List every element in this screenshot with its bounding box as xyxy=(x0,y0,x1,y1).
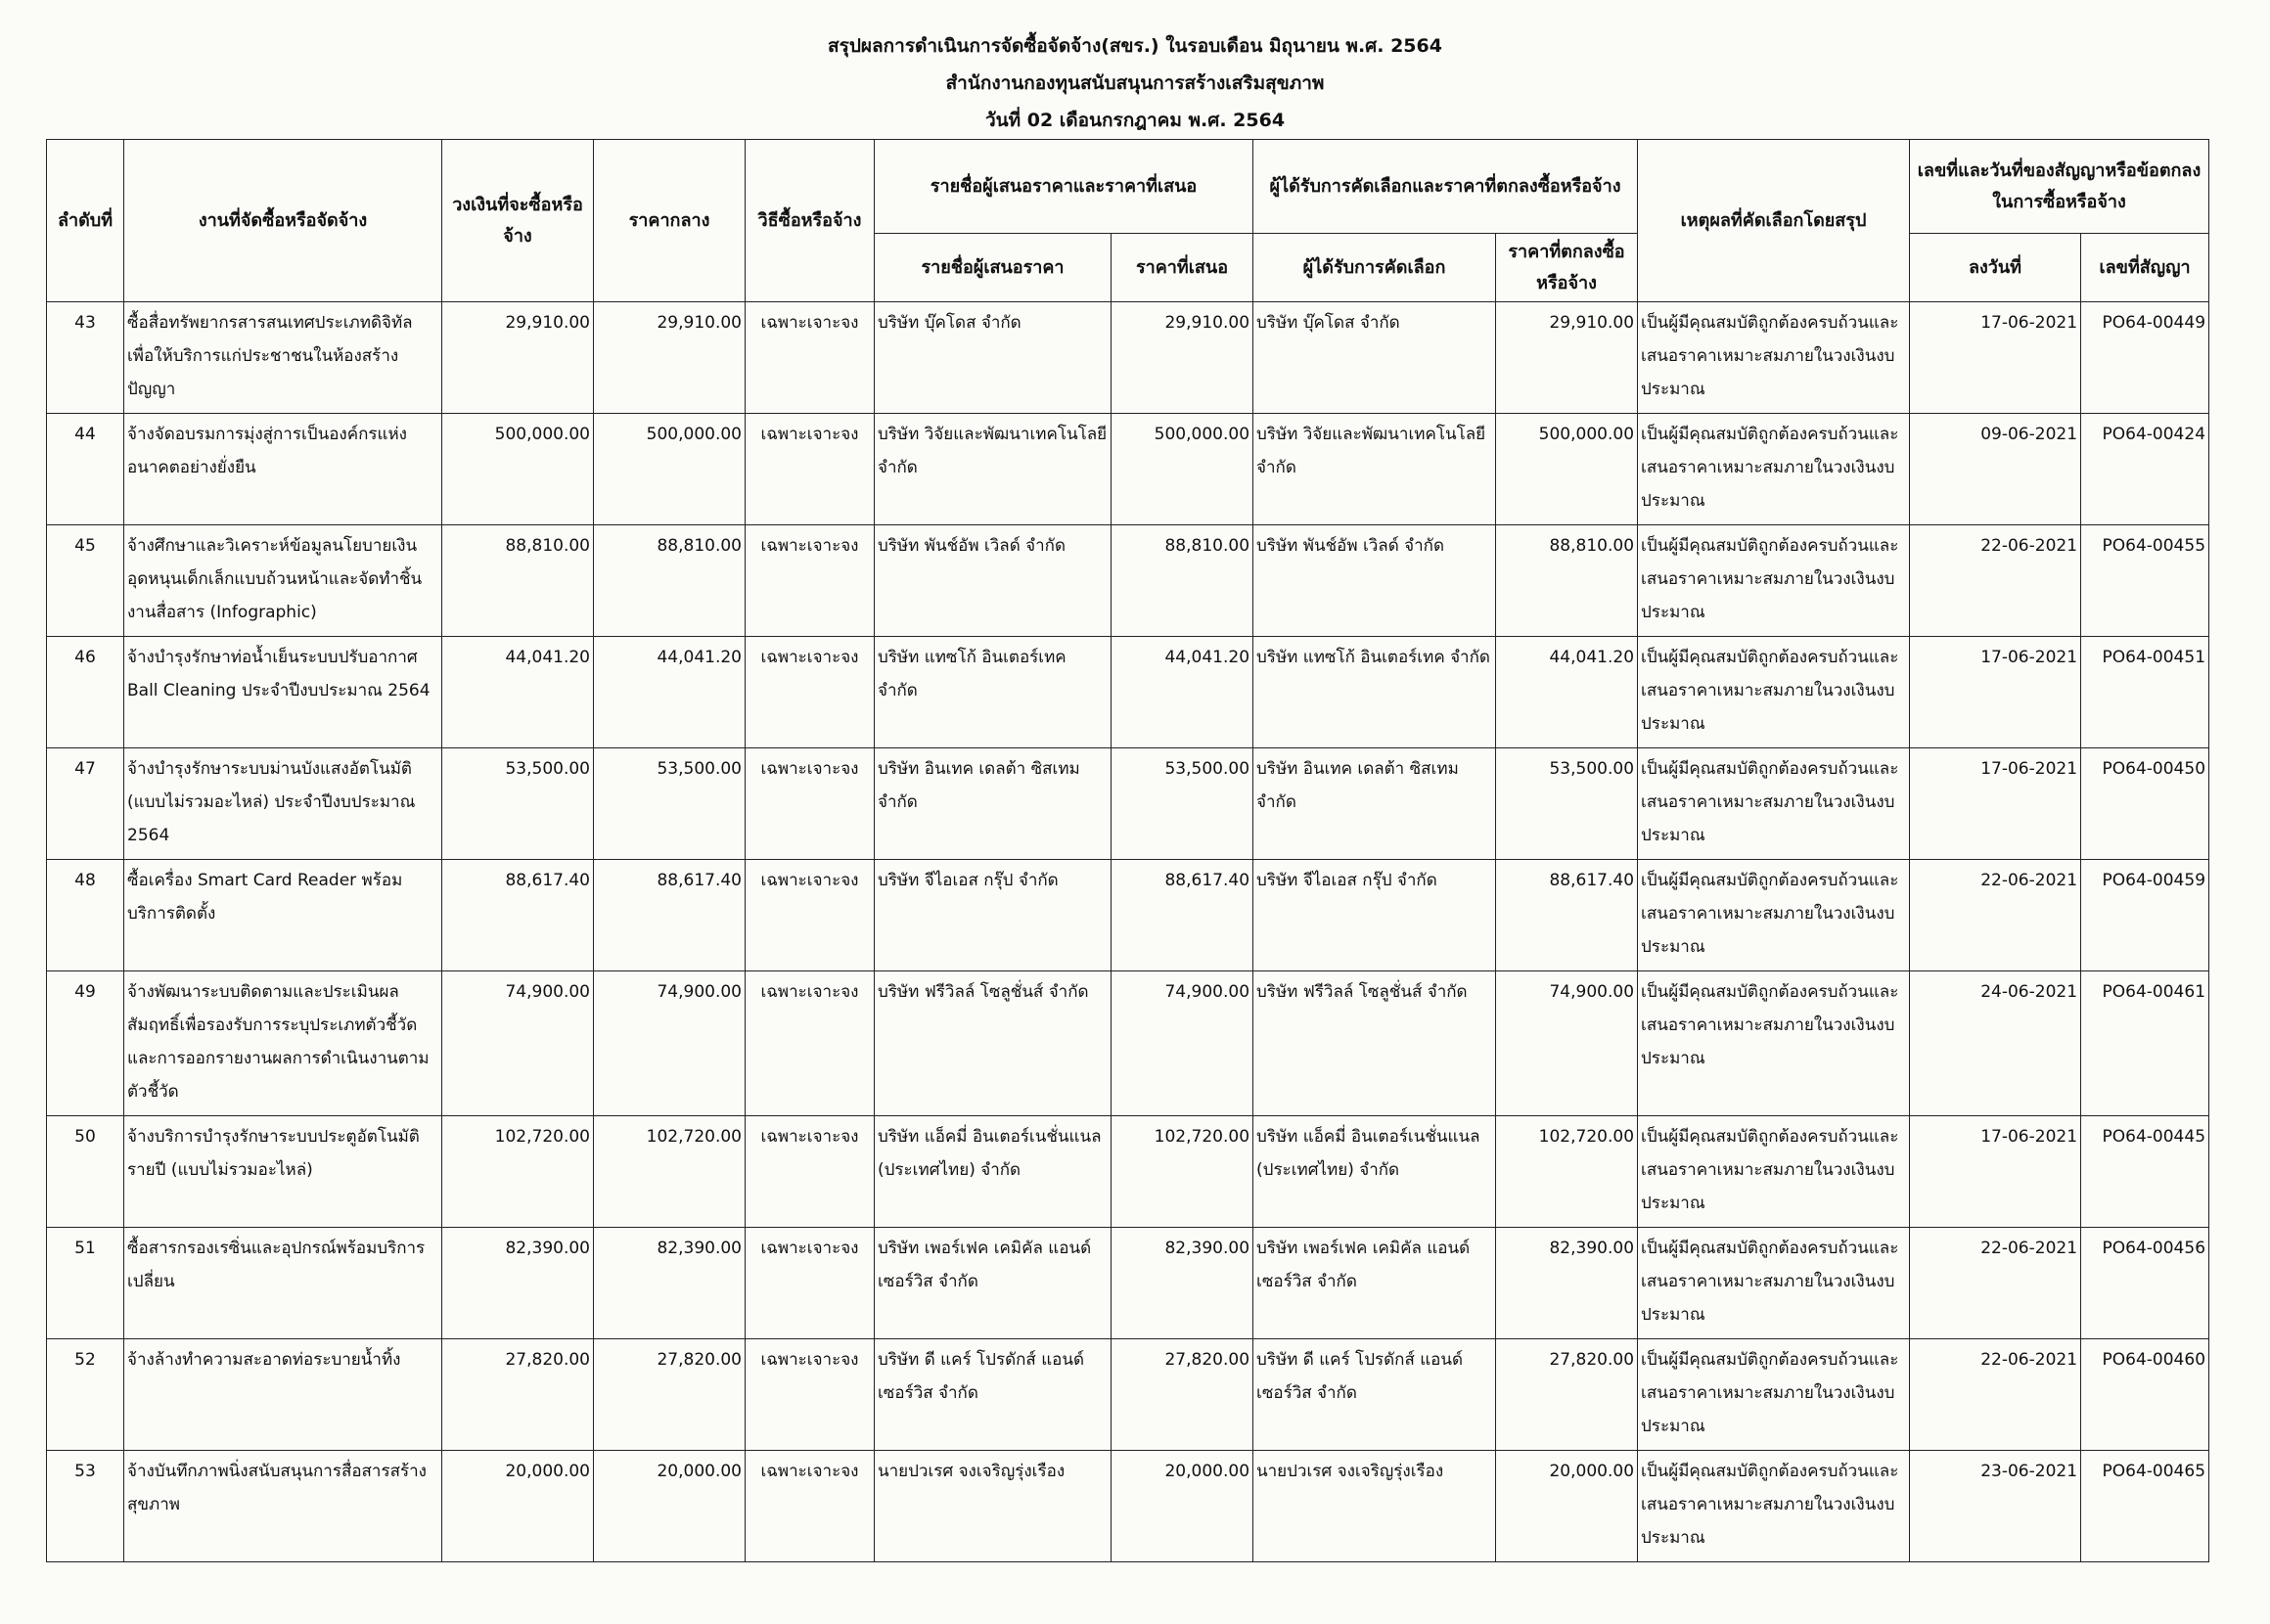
budget-amount: 500,000.00 xyxy=(442,414,594,525)
median-price: 88,810.00 xyxy=(594,525,746,637)
selected-vendor: บริษัท วิจัยและพัฒนาเทคโนโลยี จำกัด xyxy=(1253,414,1496,525)
procurement-method: เฉพาะเจาะจง xyxy=(746,1451,875,1562)
contract-number: PO64-00450 xyxy=(2081,748,2209,860)
median-price: 29,910.00 xyxy=(594,302,746,414)
bid-price: 53,500.00 xyxy=(1112,748,1253,860)
selection-reason: เป็นผู้มีคุณสมบัติถูกต้องครบถ้วนและเสนอราคาเหมาะสมภายในวงเงินงบประมาณ xyxy=(1638,302,1910,414)
bidder-name: บริษัท เพอร์เฟค เคมิคัล แอนด์ เซอร์วิส จำกัด xyxy=(875,1228,1112,1339)
col-header-item: งานที่จัดซื้อหรือจัดจ้าง xyxy=(124,140,442,302)
col-header-median: ราคากลาง xyxy=(594,140,746,302)
col-header-reason: เหตุผลที่คัดเลือกโดยสรุป xyxy=(1638,140,1910,302)
selection-reason: เป็นผู้มีคุณสมบัติถูกต้องครบถ้วนและเสนอราคาเหมาะสมภายในวงเงินงบประมาณ xyxy=(1638,1339,1910,1451)
selected-vendor: บริษัท อินเทค เดลต้า ซิสเทม จำกัด xyxy=(1253,748,1496,860)
selected-vendor: บริษัท แทซโก้ อินเตอร์เทค จำกัด xyxy=(1253,637,1496,748)
contract-number: PO64-00465 xyxy=(2081,1451,2209,1562)
col-header-selected-group: ผู้ได้รับการคัดเลือกและราคาที่ตกลงซื้อหรือจ้าง xyxy=(1253,140,1638,234)
bid-price: 88,810.00 xyxy=(1112,525,1253,637)
selection-reason: เป็นผู้มีคุณสมบัติถูกต้องครบถ้วนและเสนอราคาเหมาะสมภายในวงเงินงบประมาณ xyxy=(1638,525,1910,637)
report-title: สรุปผลการดำเนินการจัดซื้อจัดจ้าง(สขร.) ในรอบเดือน มิถุนายน พ.ศ. 2564 xyxy=(828,35,1442,57)
contract-number: PO64-00460 xyxy=(2081,1339,2209,1451)
agreed-price: 88,810.00 xyxy=(1496,525,1638,637)
contract-date: 17-06-2021 xyxy=(1910,748,2081,860)
procurement-method: เฉพาะเจาะจง xyxy=(746,414,875,525)
bid-price: 500,000.00 xyxy=(1112,414,1253,525)
row-number: 52 xyxy=(47,1339,124,1451)
bidder-name: บริษัท แทซโก้ อินเตอร์เทค จำกัด xyxy=(875,637,1112,748)
table-row xyxy=(47,637,2209,748)
report-date: วันที่ 02 เดือนกรกฎาคม พ.ศ. 2564 xyxy=(984,110,1286,131)
selection-reason: เป็นผู้มีคุณสมบัติถูกต้องครบถ้วนและเสนอราคาเหมาะสมภายในวงเงินงบประมาณ xyxy=(1638,637,1910,748)
selected-vendor: บริษัท บุ๊คโดส จำกัด xyxy=(1253,302,1496,414)
selection-reason: เป็นผู้มีคุณสมบัติถูกต้องครบถ้วนและเสนอราคาเหมาะสมภายในวงเงินงบประมาณ xyxy=(1638,1228,1910,1339)
col-header-contract-group: เลขที่และวันที่ของสัญญาหรือข้อตกลงในการซื้อหรือจ้าง xyxy=(1910,140,2209,234)
contract-date: 22-06-2021 xyxy=(1910,1228,2081,1339)
bidder-name: บริษัท บุ๊คโดส จำกัด xyxy=(875,302,1112,414)
col-header-budget: วงเงินที่จะซื้อหรือจ้าง xyxy=(442,140,594,302)
selected-vendor: บริษัท พันช์อัพ เวิลด์ จำกัด xyxy=(1253,525,1496,637)
item-description: จ้างบริการบำรุงรักษาระบบประตูอัตโนมัติรายปี (แบบไม่รวมอะไหล่) xyxy=(124,1116,442,1228)
table-row xyxy=(47,302,2209,414)
agreed-price: 44,041.20 xyxy=(1496,637,1638,748)
selected-vendor: บริษัท จีไอเอส กรุ๊ป จำกัด xyxy=(1253,860,1496,971)
table-row xyxy=(47,525,2209,637)
col-header-bidders-group: รายชื่อผู้เสนอราคาและราคาที่เสนอ xyxy=(875,140,1253,234)
bid-price: 20,000.00 xyxy=(1112,1451,1253,1562)
budget-amount: 27,820.00 xyxy=(442,1339,594,1451)
bid-price: 82,390.00 xyxy=(1112,1228,1253,1339)
agreed-price: 102,720.00 xyxy=(1496,1116,1638,1228)
table-header xyxy=(47,140,2209,302)
budget-amount: 88,810.00 xyxy=(442,525,594,637)
procurement-table xyxy=(46,139,2209,1562)
contract-date: 17-06-2021 xyxy=(1910,302,2081,414)
col-header-contract-no: เลขที่สัญญา xyxy=(2081,234,2209,302)
contract-date: 17-06-2021 xyxy=(1910,637,2081,748)
bid-price: 102,720.00 xyxy=(1112,1116,1253,1228)
contract-date: 22-06-2021 xyxy=(1910,1339,2081,1451)
median-price: 53,500.00 xyxy=(594,748,746,860)
selection-reason: เป็นผู้มีคุณสมบัติถูกต้องครบถ้วนและเสนอราคาเหมาะสมภายในวงเงินงบประมาณ xyxy=(1638,860,1910,971)
row-number: 43 xyxy=(47,302,124,414)
agreed-price: 20,000.00 xyxy=(1496,1451,1638,1562)
item-description: จ้างบำรุงรักษาระบบม่านบังแสงอัตโนมัติ (แบบไม่รวมอะไหล่) ประจำปีงบประมาณ 2564 xyxy=(124,748,442,860)
procurement-method: เฉพาะเจาะจง xyxy=(746,748,875,860)
median-price: 27,820.00 xyxy=(594,1339,746,1451)
bidder-name: บริษัท วิจัยและพัฒนาเทคโนโลยี จำกัด xyxy=(875,414,1112,525)
agreed-price: 53,500.00 xyxy=(1496,748,1638,860)
table-row xyxy=(47,1451,2209,1562)
table-row xyxy=(47,748,2209,860)
contract-number: PO64-00459 xyxy=(2081,860,2209,971)
selection-reason: เป็นผู้มีคุณสมบัติถูกต้องครบถ้วนและเสนอราคาเหมาะสมภายในวงเงินงบประมาณ xyxy=(1638,1116,1910,1228)
col-header-date: ลงวันที่ xyxy=(1910,234,2081,302)
median-price: 102,720.00 xyxy=(594,1116,746,1228)
contract-number: PO64-00445 xyxy=(2081,1116,2209,1228)
bidder-name: บริษัท ดี แคร์ โปรดักส์ แอนด์ เซอร์วิส จำกัด xyxy=(875,1339,1112,1451)
bid-price: 44,041.20 xyxy=(1112,637,1253,748)
bidder-name: บริษัท อินเทค เดลต้า ซิสเทม จำกัด xyxy=(875,748,1112,860)
bidder-name: นายปวเรศ จงเจริญรุ่งเรือง xyxy=(875,1451,1112,1562)
bid-price: 74,900.00 xyxy=(1112,971,1253,1116)
contract-date: 24-06-2021 xyxy=(1910,971,2081,1116)
bidder-name: บริษัท พันช์อัพ เวิลด์ จำกัด xyxy=(875,525,1112,637)
agreed-price: 500,000.00 xyxy=(1496,414,1638,525)
selected-vendor: บริษัท เพอร์เฟค เคมิคัล แอนด์ เซอร์วิส จำกัด xyxy=(1253,1228,1496,1339)
selection-reason: เป็นผู้มีคุณสมบัติถูกต้องครบถ้วนและเสนอราคาเหมาะสมภายในวงเงินงบประมาณ xyxy=(1638,1451,1910,1562)
contract-number: PO64-00424 xyxy=(2081,414,2209,525)
median-price: 500,000.00 xyxy=(594,414,746,525)
col-header-selected: ผู้ได้รับการคัดเลือก xyxy=(1253,234,1496,302)
budget-amount: 29,910.00 xyxy=(442,302,594,414)
procurement-method: เฉพาะเจาะจง xyxy=(746,1228,875,1339)
item-description: จ้างพัฒนาระบบติดตามและประเมินผลสัมฤทธิ์เพื่อรองรับการระบุประเภทตัวชี้วัดและการออกรายงานผลการดำเนินงานตามตัวชี้วัด xyxy=(124,971,442,1116)
bidder-name: บริษัท จีไอเอส กรุ๊ป จำกัด xyxy=(875,860,1112,971)
agreed-price: 74,900.00 xyxy=(1496,971,1638,1116)
item-description: จ้างล้างทำความสะอาดท่อระบายน้ำทิ้ง xyxy=(124,1339,442,1451)
median-price: 82,390.00 xyxy=(594,1228,746,1339)
selected-vendor: บริษัท แอ็คมี่ อินเตอร์เนชั่นแนล (ประเทศไทย) จำกัด xyxy=(1253,1116,1496,1228)
row-number: 51 xyxy=(47,1228,124,1339)
budget-amount: 102,720.00 xyxy=(442,1116,594,1228)
bidder-name: บริษัท แอ็คมี่ อินเตอร์เนชั่นแนล (ประเทศไทย) จำกัด xyxy=(875,1116,1112,1228)
contract-number: PO64-00455 xyxy=(2081,525,2209,637)
agreed-price: 82,390.00 xyxy=(1496,1228,1638,1339)
agreed-price: 27,820.00 xyxy=(1496,1339,1638,1451)
col-header-no: ลำดับที่ xyxy=(47,140,124,302)
budget-amount: 53,500.00 xyxy=(442,748,594,860)
item-description: ซื้อสารกรองเรซิ่นและอุปกรณ์พร้อมบริการเปลี่ยน xyxy=(124,1228,442,1339)
procurement-method: เฉพาะเจาะจง xyxy=(746,1116,875,1228)
table-row xyxy=(47,1339,2209,1451)
selected-vendor: นายปวเรศ จงเจริญรุ่งเรือง xyxy=(1253,1451,1496,1562)
selection-reason: เป็นผู้มีคุณสมบัติถูกต้องครบถ้วนและเสนอราคาเหมาะสมภายในวงเงินงบประมาณ xyxy=(1638,971,1910,1116)
table-row xyxy=(47,1228,2209,1339)
bid-price: 29,910.00 xyxy=(1112,302,1253,414)
col-header-method: วิธีซื้อหรือจ้าง xyxy=(746,140,875,302)
contract-number: PO64-00456 xyxy=(2081,1228,2209,1339)
col-header-bid-price: ราคาที่เสนอ xyxy=(1112,234,1253,302)
organization-name: สำนักงานกองทุนสนับสนุนการสร้างเสริมสุขภาพ xyxy=(945,72,1325,94)
selection-reason: เป็นผู้มีคุณสมบัติถูกต้องครบถ้วนและเสนอราคาเหมาะสมภายในวงเงินงบประมาณ xyxy=(1638,748,1910,860)
item-description: จ้างจัดอบรมการมุ่งสู่การเป็นองค์กรแห่งอนาคตอย่างยั่งยืน xyxy=(124,414,442,525)
budget-amount: 74,900.00 xyxy=(442,971,594,1116)
table-row xyxy=(47,414,2209,525)
selected-vendor: บริษัท ดี แคร์ โปรดักส์ แอนด์ เซอร์วิส จำกัด xyxy=(1253,1339,1496,1451)
row-number: 44 xyxy=(47,414,124,525)
row-number: 50 xyxy=(47,1116,124,1228)
item-description: จ้างศึกษาและวิเคราะห์ข้อมูลนโยบายเงินอุดหนุนเด็กเล็กแบบถ้วนหน้าและจัดทำชิ้นงานสื่อสาร (Infographic) xyxy=(124,525,442,637)
budget-amount: 44,041.20 xyxy=(442,637,594,748)
budget-amount: 20,000.00 xyxy=(442,1451,594,1562)
item-description: ซื้อสื่อทรัพยากรสารสนเทศประเภทดิจิทัล เพื่อให้บริการแก่ประชาชนในห้องสร้างปัญญา xyxy=(124,302,442,414)
bidder-name: บริษัท ฟรีวิลล์ โซลูชั่นส์ จำกัด xyxy=(875,971,1112,1116)
item-description: จ้างบันทึกภาพนิ่งสนับสนุนการสื่อสารสร้างสุขภาพ xyxy=(124,1451,442,1562)
contract-date: 22-06-2021 xyxy=(1910,525,2081,637)
agreed-price: 29,910.00 xyxy=(1496,302,1638,414)
contract-number: PO64-00449 xyxy=(2081,302,2209,414)
median-price: 20,000.00 xyxy=(594,1451,746,1562)
table-row xyxy=(47,860,2209,971)
document-heading xyxy=(0,27,2270,139)
item-description: จ้างบำรุงรักษาท่อน้ำเย็นระบบปรับอากาศ Ball Cleaning ประจำปีงบประมาณ 2564 xyxy=(124,637,442,748)
contract-date: 09-06-2021 xyxy=(1910,414,2081,525)
contract-date: 23-06-2021 xyxy=(1910,1451,2081,1562)
median-price: 74,900.00 xyxy=(594,971,746,1116)
procurement-method: เฉพาะเจาะจง xyxy=(746,860,875,971)
row-number: 46 xyxy=(47,637,124,748)
item-description: ซื้อเครื่อง Smart Card Reader พร้อมบริการติดตั้ง xyxy=(124,860,442,971)
contract-date: 17-06-2021 xyxy=(1910,1116,2081,1228)
bid-price: 88,617.40 xyxy=(1112,860,1253,971)
budget-amount: 88,617.40 xyxy=(442,860,594,971)
median-price: 88,617.40 xyxy=(594,860,746,971)
table-body xyxy=(47,302,2209,1562)
contract-date: 22-06-2021 xyxy=(1910,860,2081,971)
row-number: 45 xyxy=(47,525,124,637)
agreed-price: 88,617.40 xyxy=(1496,860,1638,971)
procurement-method: เฉพาะเจาะจง xyxy=(746,971,875,1116)
table-row xyxy=(47,1116,2209,1228)
procurement-method: เฉพาะเจาะจง xyxy=(746,302,875,414)
row-number: 47 xyxy=(47,748,124,860)
row-number: 48 xyxy=(47,860,124,971)
bid-price: 27,820.00 xyxy=(1112,1339,1253,1451)
selection-reason: เป็นผู้มีคุณสมบัติถูกต้องครบถ้วนและเสนอราคาเหมาะสมภายในวงเงินงบประมาณ xyxy=(1638,414,1910,525)
median-price: 44,041.20 xyxy=(594,637,746,748)
procurement-method: เฉพาะเจาะจง xyxy=(746,1339,875,1451)
col-header-bidder: รายชื่อผู้เสนอราคา xyxy=(875,234,1112,302)
budget-amount: 82,390.00 xyxy=(442,1228,594,1339)
row-number: 49 xyxy=(47,971,124,1116)
procurement-method: เฉพาะเจาะจง xyxy=(746,637,875,748)
contract-number: PO64-00461 xyxy=(2081,971,2209,1116)
col-header-agreed-price: ราคาที่ตกลงซื้อหรือจ้าง xyxy=(1496,234,1638,302)
contract-number: PO64-00451 xyxy=(2081,637,2209,748)
row-number: 53 xyxy=(47,1451,124,1562)
procurement-method: เฉพาะเจาะจง xyxy=(746,525,875,637)
selected-vendor: บริษัท ฟรีวิลล์ โซลูชั่นส์ จำกัด xyxy=(1253,971,1496,1116)
table-row xyxy=(47,971,2209,1116)
